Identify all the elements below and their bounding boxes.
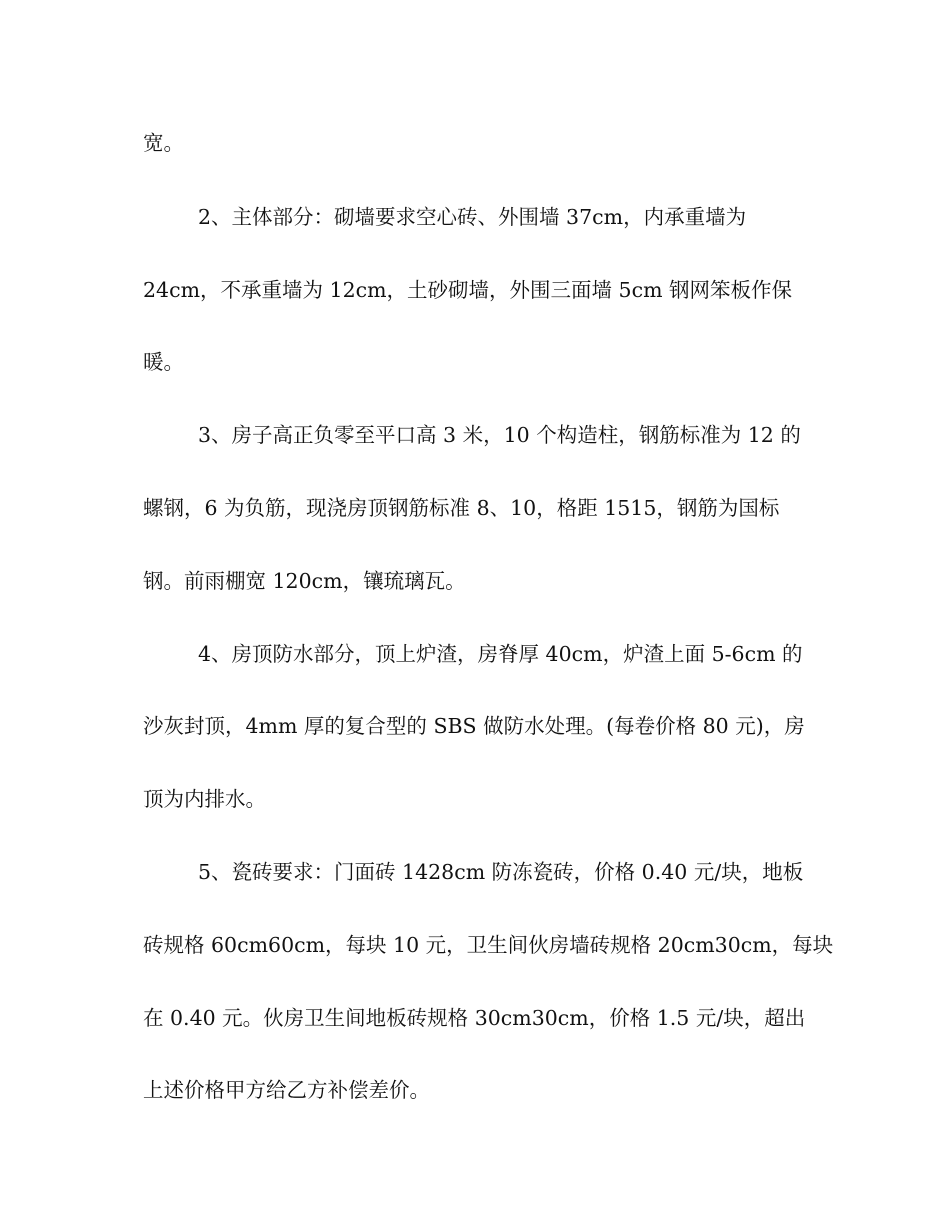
text-line: 螺钢，6 为负筋，现浇房顶钢筋标准 8、10，格距 1515，钢筋为国标	[143, 496, 780, 520]
text-line: 沙灰封顶，4mm 厚的复合型的 SBS 做防水处理。(每卷价格 80 元)，房	[143, 714, 805, 738]
text-line: 顶为内排水。	[143, 787, 266, 811]
text-line: 宽。	[143, 131, 184, 155]
paragraph-3-line: 3、房子高正负零至平口高 3 米，10 个构造柱，钢筋标准为 12 的	[198, 423, 801, 447]
text-line: 暖。	[143, 350, 184, 374]
paragraph-4-line: 4、房顶防水部分，顶上炉渣，房脊厚 40cm，炉渣上面 5-6cm 的	[198, 642, 803, 666]
text-line: 在 0.40 元。伙房卫生间地板砖规格 30cm30cm，价格 1.5 元/块，超出	[143, 1006, 806, 1030]
paragraph-5-line: 5、瓷砖要求：门面砖 1428cm 防冻瓷砖，价格 0.40 元/块，地板	[198, 860, 804, 884]
paragraph-2-line: 2、主体部分：砌墙要求空心砖、外围墙 37cm，内承重墙为	[198, 205, 747, 229]
text-line: 砖规格 60cm60cm，每块 10 元，卫生间伙房墙砖规格 20cm30cm，每块	[143, 933, 834, 957]
text-line: 钢。前雨棚宽 120cm，镶琉璃瓦。	[143, 569, 466, 593]
text-line: 上述价格甲方给乙方补偿差价。	[143, 1078, 430, 1102]
text-line: 24cm，不承重墙为 12cm，土砂砌墙，外围三面墙 5cm 钢网笨板作保	[143, 278, 793, 302]
